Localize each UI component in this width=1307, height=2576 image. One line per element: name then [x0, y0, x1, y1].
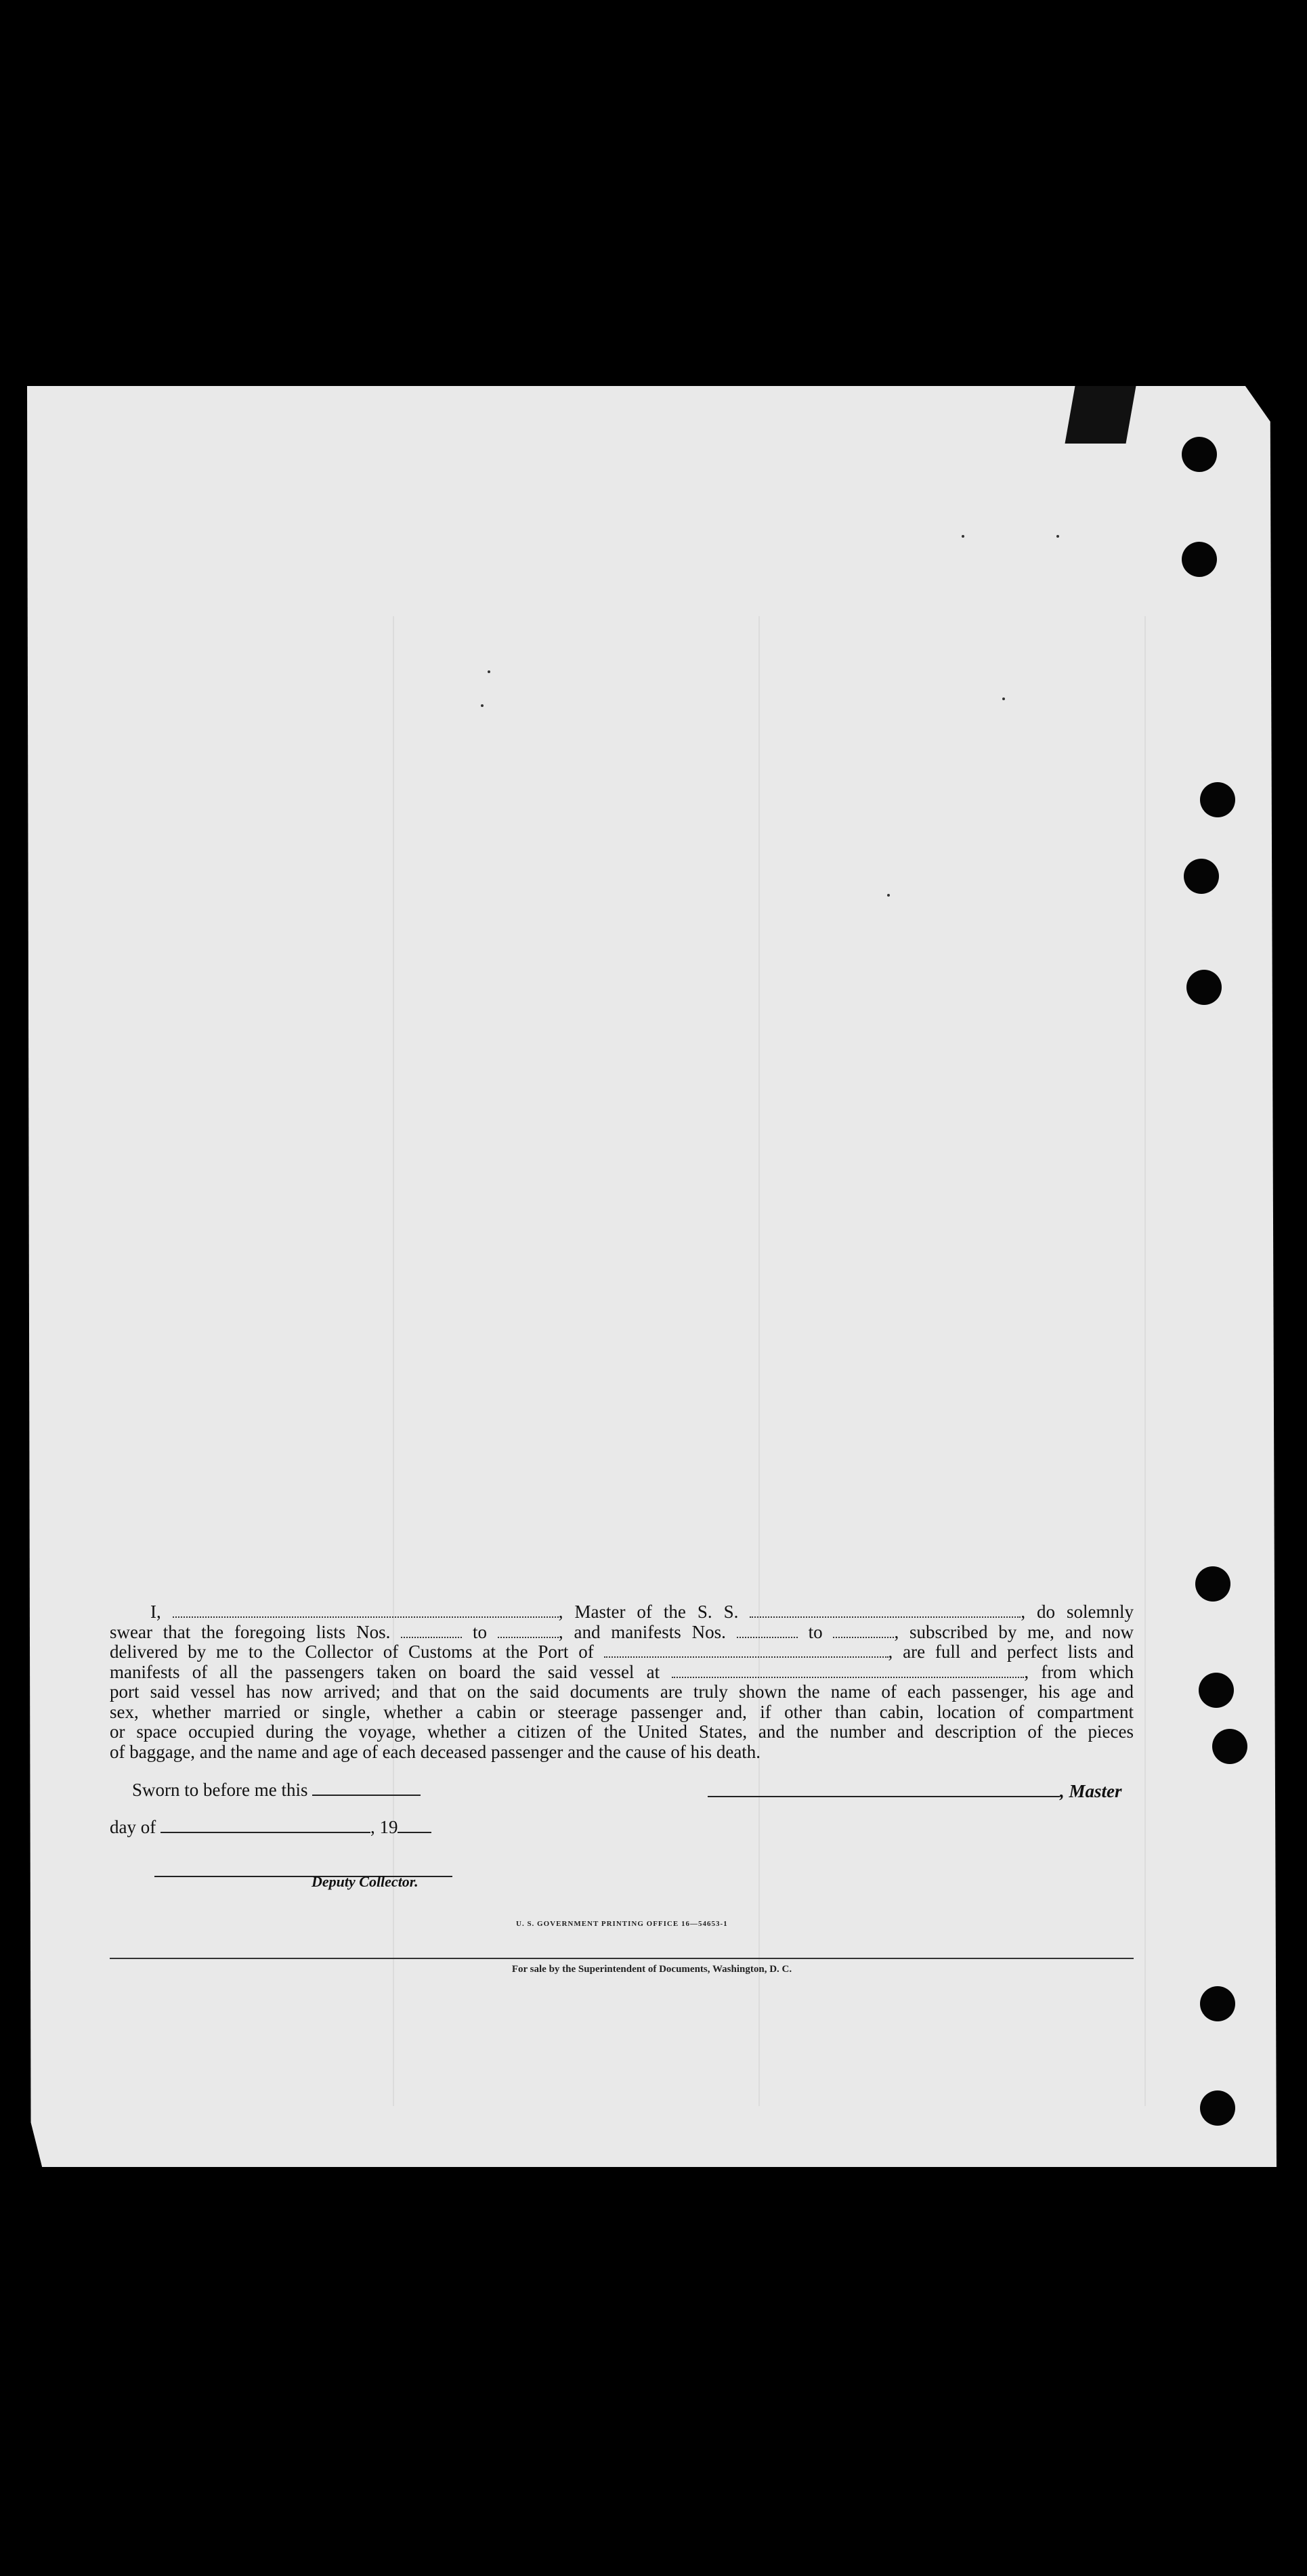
oath-line-5: port said vessel has now arrived; and that on the said documents are truly shown the name of each passenger, his age and: [110, 1681, 1134, 1702]
sworn-row: [132, 1780, 421, 1801]
oath-text: swear that the foregoing lists Nos.: [110, 1621, 391, 1642]
oath-text: I,: [150, 1602, 161, 1622]
embarkation-port-field[interactable]: [672, 1663, 1024, 1678]
for-sale-notice: For sale by the Superintendent of Documents, Washington, D. C.: [511, 1964, 792, 1975]
lists-from-field[interactable]: [401, 1623, 462, 1638]
oath-line-4: [110, 1662, 1134, 1683]
oath-line-6: sex, whether married or single, whether a cabin or steerage passenger and, if other than cabin, location of compartment: [110, 1701, 1134, 1722]
printing-office-line: U. S. GOVERNMENT PRINTING OFFICE 16—54653-1: [516, 1920, 728, 1928]
master-signature-row: [708, 1781, 1122, 1802]
torn-corner-tab: [1065, 386, 1136, 444]
punch-hole: [1199, 1673, 1234, 1708]
master-oath-paragraph: [110, 1602, 1134, 1762]
punch-hole: [1200, 1986, 1235, 2021]
year-label: , 19: [370, 1817, 398, 1837]
oath-text: manifests of all the passengers taken on board the said vessel at: [110, 1661, 660, 1682]
manifests-to-field[interactable]: [833, 1623, 894, 1638]
speck: [962, 535, 964, 538]
bleed-through-line: [1144, 616, 1146, 2106]
port-field[interactable]: [604, 1643, 888, 1658]
oath-line-3: [110, 1642, 1134, 1662]
bleed-through-line: [758, 616, 760, 2106]
oath-line-8: of baggage, and the name and age of each deceased passenger and the cause of his death.: [110, 1741, 761, 1762]
date-row: [110, 1817, 431, 1838]
oath-text: , and manifests Nos.: [558, 1621, 726, 1642]
oath-text: , from which: [1024, 1661, 1134, 1682]
oath-text: , Master of the S. S.: [558, 1602, 739, 1622]
punch-hole: [1212, 1729, 1247, 1764]
punch-hole: [1184, 859, 1219, 894]
oath-text: to: [808, 1621, 823, 1642]
sworn-label: Sworn to before me this: [132, 1780, 308, 1800]
day-of-label: day of: [110, 1817, 156, 1837]
oath-text: , subscribed by me, and now: [894, 1621, 1134, 1642]
punch-hole: [1195, 1566, 1230, 1602]
master-label: , Master: [1060, 1781, 1122, 1801]
speck: [1002, 697, 1005, 700]
punch-hole: [1200, 2090, 1235, 2126]
sworn-day-field[interactable]: [312, 1782, 421, 1796]
month-field[interactable]: [160, 1820, 370, 1833]
oath-line-1: [110, 1602, 1134, 1623]
master-signature-field[interactable]: [708, 1784, 1060, 1797]
ship-name-field[interactable]: [750, 1603, 1021, 1618]
oath-line-7: or space occupied during the voyage, whether a citizen of the United States, and the number and description of the pieces: [110, 1721, 1134, 1742]
oath-text: to: [473, 1621, 488, 1642]
punch-hole: [1182, 542, 1217, 577]
oath-line-2: [110, 1623, 1134, 1643]
footer-rule: [110, 1958, 1134, 1959]
lists-to-field[interactable]: [498, 1623, 559, 1638]
speck: [481, 704, 484, 707]
punch-hole: [1182, 437, 1217, 472]
punch-hole: [1200, 782, 1235, 817]
oath-text: , are full and perfect lists and: [888, 1641, 1134, 1662]
deputy-collector-label: Deputy Collector.: [312, 1873, 419, 1890]
speck: [1056, 535, 1059, 538]
master-name-field[interactable]: [173, 1603, 559, 1618]
punch-hole: [1186, 970, 1222, 1005]
speck: [488, 670, 490, 673]
year-field[interactable]: [398, 1820, 431, 1833]
speck: [887, 894, 890, 897]
oath-text: delivered by me to the Collector of Customs at the Port of: [110, 1641, 594, 1662]
manifest-page: [27, 386, 1277, 2167]
manifests-from-field[interactable]: [737, 1623, 798, 1638]
oath-text: , do solemnly: [1021, 1602, 1134, 1622]
